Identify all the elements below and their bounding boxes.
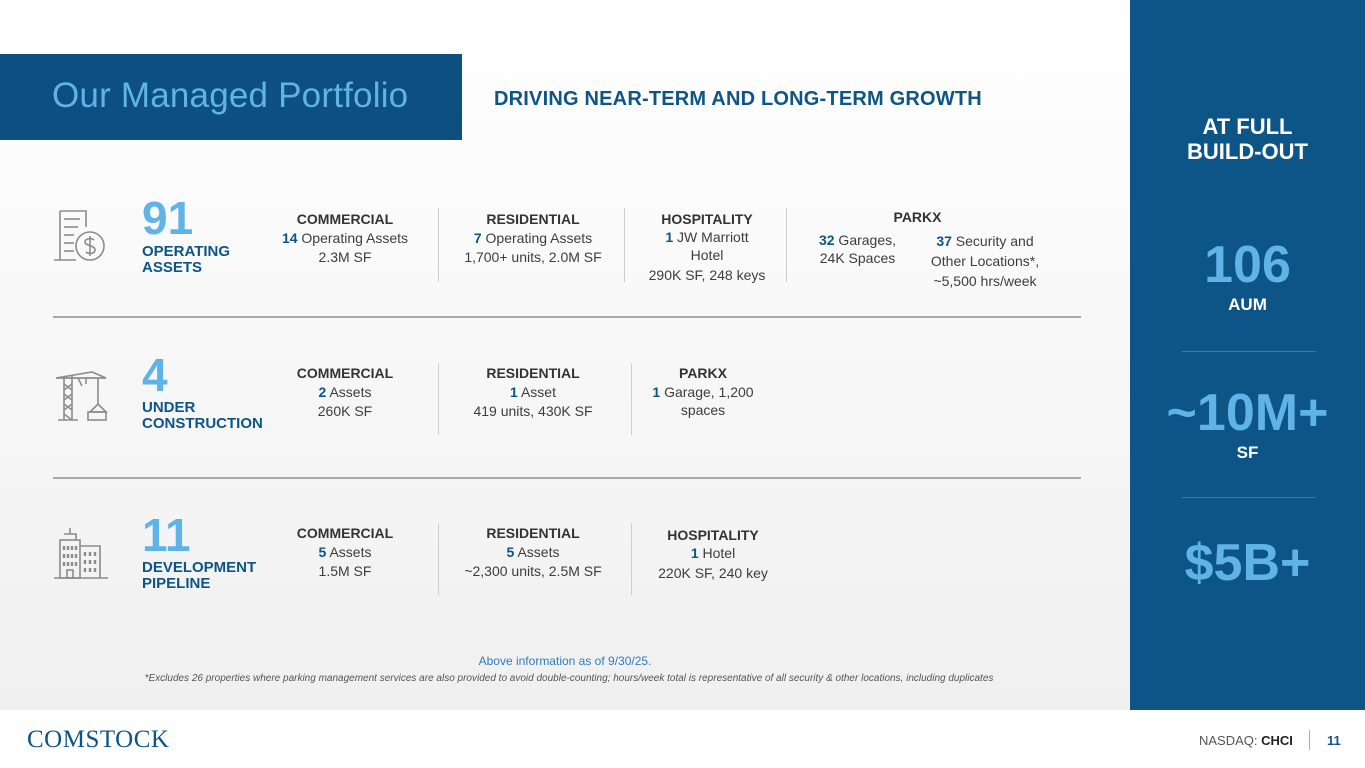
parkx-garages: 32 Garages, 24K Spaces [818, 232, 897, 266]
construction-parkx: PARKX 1 Garage, 1,200 spaces [652, 365, 754, 418]
comstock-logo: COMSTOCK [27, 726, 170, 753]
page-number: 11 [1327, 733, 1341, 748]
column-divider [438, 208, 439, 282]
parkx-security: 37 Security and Other Locations*, ~5,500 hrs/week [930, 233, 1040, 289]
pipeline-hospitality: HOSPITALITY 1 Hotel 220K SF, 240 key [658, 527, 768, 581]
right-panel [1130, 0, 1365, 710]
footer-bar [0, 710, 1365, 768]
development-pipeline-label: DEVELOPMENT PIPELINE [142, 559, 257, 592]
column-divider [438, 523, 439, 595]
operating-residential: RESIDENTIAL 7 Operating Assets 1,700+ units, 2.0M SF [464, 211, 602, 265]
building-dollar-icon [52, 207, 108, 263]
under-construction-label: UNDER CONSTRUCTION [142, 399, 263, 432]
development-pipeline-count: 11 [142, 509, 191, 561]
under-construction-count: 4 [142, 349, 168, 401]
sf-value: ~10M+ [1166, 384, 1329, 442]
footnote: *Excludes 26 properties where parking management services are also provided to avoid double-counting; hours/week total is representative of all security & other locations, including duplicates [144, 673, 994, 684]
column-divider [631, 363, 632, 435]
construction-residential: RESIDENTIAL 1 Asset 419 units, 430K SF [473, 365, 593, 419]
operating-hospitality: HOSPITALITY 1 JW Marriott Hotel 290K SF, 248 keys [648, 211, 766, 283]
column-divider [786, 208, 787, 282]
panel-divider [1182, 497, 1316, 498]
row-divider [53, 477, 1081, 479]
aum-value: 106 [1204, 236, 1291, 294]
operating-assets-count: 91 [142, 192, 194, 244]
aum-unit: AUM [1228, 295, 1267, 314]
footer-divider [1309, 730, 1310, 750]
value-total: $5B+ [1184, 534, 1311, 592]
operating-assets-label: OPERATING ASSETS [142, 243, 231, 276]
column-divider [624, 208, 625, 282]
column-divider [438, 363, 439, 435]
pipeline-commercial: COMMERCIAL 5 Assets 1.5M SF [296, 525, 394, 579]
panel-divider [1182, 351, 1316, 352]
column-divider [631, 523, 632, 595]
operating-commercial: COMMERCIAL 14 Operating Assets 2.3M SF [281, 211, 409, 265]
row-divider [53, 316, 1081, 318]
sf-unit: SF [1236, 443, 1259, 462]
operating-parkx: PARKX [893, 209, 942, 225]
pipeline-residential: RESIDENTIAL 5 Assets ~2,300 units, 2.5M SF [464, 525, 602, 579]
crane-icon [52, 368, 108, 424]
page-title: Our Managed Portfolio [52, 76, 409, 115]
build-out-heading: AT FULL BUILD-OUT [1187, 114, 1308, 164]
page-subtitle: DRIVING NEAR-TERM AND LONG-TERM GROWTH [494, 88, 982, 110]
city-buildings-icon [52, 524, 110, 582]
as-of-note: Above information as of 9/30/25. [478, 654, 652, 668]
construction-commercial: COMMERCIAL 2 Assets 260K SF [296, 365, 394, 419]
nasdaq-ticker: NASDAQ: CHCI [1199, 733, 1293, 748]
